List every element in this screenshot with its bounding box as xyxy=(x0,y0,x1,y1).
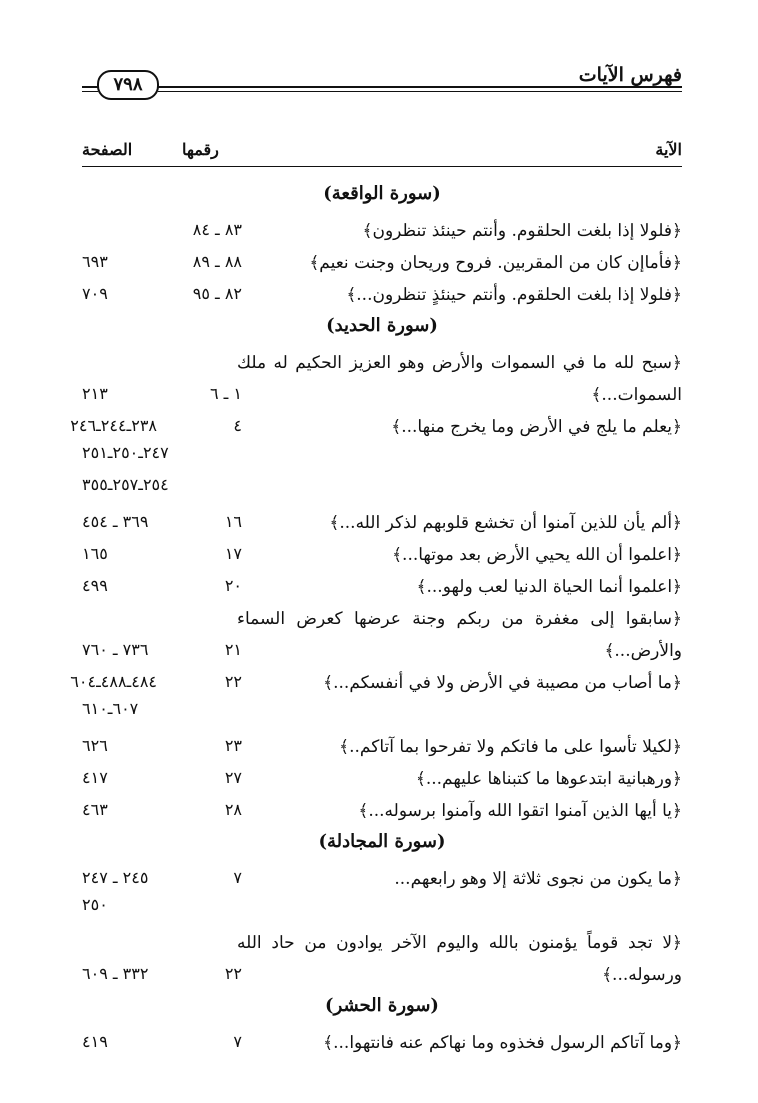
ayah-entry-row xyxy=(82,275,682,307)
page-refs: ٦٢٦ xyxy=(82,736,108,755)
ayah-text: ﴿فأماإن كان من المقربين. فروح وريحان وجنت نعيم﴾ xyxy=(309,253,682,273)
ayah-number: ٧ xyxy=(233,868,242,887)
page-refs: ٣٦٩ ـ ٤٥٤ xyxy=(82,512,149,531)
page-header xyxy=(82,58,682,98)
page-continuation-row xyxy=(82,439,682,471)
ayah-number: ٢١ xyxy=(224,640,242,659)
ayah-number: ٢٧ xyxy=(224,768,242,787)
ayah-entry-row xyxy=(70,407,682,439)
ayah-text: ﴿اعلموا أن الله يحيي الأرض بعد موتها...﴾ xyxy=(392,545,682,565)
ayah-text: ﴿فلولا إذا بلغت الحلقوم. وأنتم حينئذ تنظرون﴾ xyxy=(362,221,682,241)
page-refs: ٤١٧ xyxy=(82,768,108,787)
ayah-number: ٨٢ ـ ٩٥ xyxy=(192,284,242,303)
page-refs: ٢٣٨ـ٢٤٤ـ٢٤٦ xyxy=(70,416,157,435)
header-rule xyxy=(82,86,98,88)
running-title: فهرس الآيات xyxy=(578,64,682,86)
ayah-number: ٧ xyxy=(233,1032,242,1051)
ayah-entry-row xyxy=(70,663,682,695)
page-refs: ٢٤٧ـ٢٥٠ـ٢٥١ xyxy=(82,443,169,462)
ayah-text: ﴿لكيلا تأسوا على ما فاتكم ولا تفرحوا بما آتاكم..﴾ xyxy=(339,737,682,757)
page-refs: ٤٨٤ـ٤٨٨ـ٦٠٤ xyxy=(70,672,157,691)
page-continuation-row xyxy=(82,471,682,503)
ayah-text: ﴿وما آتاكم الرسول فخذوه وما نهاكم عنه فانتهوا...﴾ xyxy=(323,1033,682,1053)
surah-title: (سورة الحديد) xyxy=(326,315,438,336)
ayah-entry-row xyxy=(82,243,682,275)
column-header-ayah: الآية xyxy=(655,140,682,159)
page-refs: ٢٥٤ـ٢٥٧ـ٣٥٥ xyxy=(82,475,169,494)
ayah-text: ﴿سبح لله ما في السموات والأرض وهو العزيز الحكيم له ملك السموات...﴾ xyxy=(237,353,682,405)
ayah-entry-row xyxy=(82,599,682,663)
ayah-number: ٢٣ xyxy=(224,736,242,755)
ayah-entry-row xyxy=(82,1023,682,1055)
ayah-text: ﴿لا تجد قوماً يؤمنون بالله واليوم الآخر يوادون من حاد الله ورسوله...﴾ xyxy=(237,933,682,985)
page-continuation-row xyxy=(82,891,682,923)
index-table xyxy=(70,175,682,1055)
header-rule xyxy=(158,91,682,92)
page-refs: ٧٠٩ xyxy=(82,284,108,303)
page-refs: ٦٩٣ xyxy=(82,252,108,271)
page-refs: ٤١٩ xyxy=(82,1032,108,1051)
surah-heading-row xyxy=(82,823,682,859)
ayah-text: ﴿يا أيها الذين آمنوا اتقوا الله وآمنوا برسوله...﴾ xyxy=(358,801,682,821)
ayah-number: ٤ xyxy=(233,416,242,435)
page-refs: ٢٤٥ ـ ٢٤٧ xyxy=(82,868,149,887)
ayah-text: ﴿ما أصاب من مصيبة في الأرض ولا في أنفسكم...﴾ xyxy=(323,673,682,693)
ayah-entry-row xyxy=(82,567,682,599)
page-refs: ٤٦٣ xyxy=(82,800,108,819)
page-refs: ٣٣٢ ـ ٦٠٩ xyxy=(82,964,149,983)
ayah-text: ﴿يعلم ما يلج في الأرض وما يخرج منها...﴾ xyxy=(391,417,682,437)
ayah-text: ﴿ما يكون من نجوى ثلاثة إلا وهو رابعهم... xyxy=(394,869,682,889)
ayah-entry-row xyxy=(82,535,682,567)
ayah-number: ١٧ xyxy=(224,544,242,563)
header-rule xyxy=(82,91,98,92)
ayah-text: ﴿فلولا إذا بلغت الحلقوم. وأنتم حينئذٍ تنظرون...﴾ xyxy=(346,285,682,305)
ayah-entry-row xyxy=(82,791,682,823)
page-refs: ١٦٥ xyxy=(82,544,108,563)
page-refs: ٢٥٠ xyxy=(82,895,108,914)
ayah-entry-row xyxy=(82,503,682,535)
column-header-number: رقمها xyxy=(182,140,219,159)
ayah-entry-row xyxy=(82,759,682,791)
ayah-entry-row xyxy=(82,211,682,243)
surah-title: (سورة المجادلة) xyxy=(318,831,446,852)
ayah-entry-row xyxy=(82,727,682,759)
surah-title: (سورة الحشر) xyxy=(325,995,439,1016)
ayah-number: ٢٢ xyxy=(224,964,242,983)
ayah-text: ﴿ورهبانية ابتدعوها ما كتبناها عليهم...﴾ xyxy=(415,769,682,789)
column-header-page: الصفحة xyxy=(82,140,133,159)
page-refs: ٦٠٧ـ٦١٠ xyxy=(82,699,139,718)
page-refs: ٧٣٦ ـ ٧٦٠ xyxy=(82,640,149,659)
ayah-number: ٨٣ ـ ٨٤ xyxy=(192,220,242,239)
surah-heading-row xyxy=(82,987,682,1023)
page-refs: ٢١٣ xyxy=(82,384,108,403)
page-refs: ٤٩٩ xyxy=(82,576,108,595)
column-header-rule xyxy=(82,166,682,167)
ayah-number: ١ ـ ٦ xyxy=(209,384,242,403)
ayah-text: ﴿ألم يأن للذين آمنوا أن تخشع قلوبهم لذكر الله...﴾ xyxy=(329,513,682,533)
ayah-number: ٨٨ ـ ٨٩ xyxy=(192,252,242,271)
surah-heading-row xyxy=(82,175,682,211)
ayah-text: ﴿اعلموا أنما الحياة الدنيا لعب ولهو...﴾ xyxy=(416,577,682,597)
surah-title: (سورة الواقعة) xyxy=(323,183,441,204)
ayah-entry-row xyxy=(82,923,682,987)
ayah-number: ٢٢ xyxy=(224,672,242,691)
page-number: ٧٩٨ xyxy=(97,70,159,100)
ayah-text: ﴿سابقوا إلى مغفرة من ربكم وجنة عرضها كعرض السماء والأرض...﴾ xyxy=(237,609,682,661)
ayah-number: ٢٨ xyxy=(224,800,242,819)
surah-heading-row xyxy=(82,307,682,343)
page-continuation-row xyxy=(82,695,682,727)
ayah-entry-row xyxy=(82,859,682,891)
ayah-number: ١٦ xyxy=(224,512,242,531)
ayah-number: ٢٠ xyxy=(224,576,242,595)
ayah-entry-row xyxy=(82,343,682,407)
header-rule xyxy=(158,86,682,88)
